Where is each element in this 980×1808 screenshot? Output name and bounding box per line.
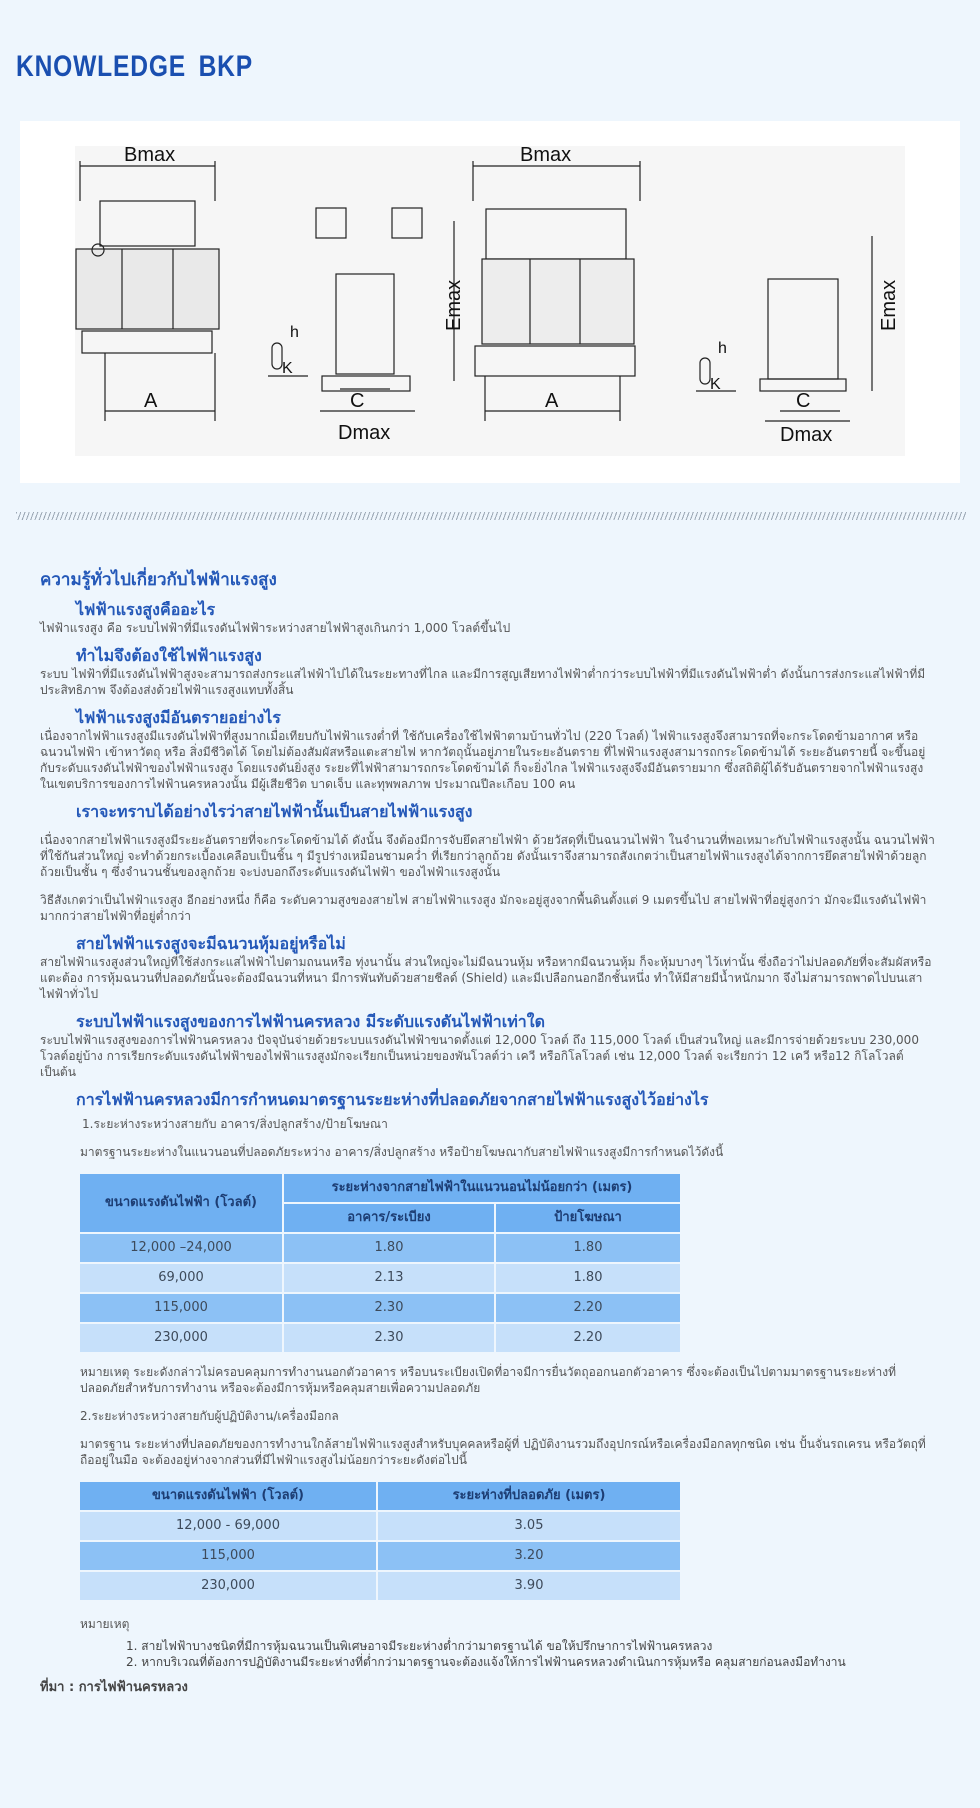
table-cell: 1.80 — [496, 1234, 680, 1262]
table-header: ระยะห่างจากสายไฟฟ้าในแนวนอนไม่น้อยกว่า (เมตร) — [284, 1174, 680, 1202]
section-voltage-levels — [40, 1014, 940, 1080]
table-cell: 2.20 — [496, 1294, 680, 1322]
table-header: อาคาร/ระเบียง — [284, 1204, 494, 1232]
list-item: 1. สายไฟฟ้าบางชนิดที่มีการหุ้มฉนวนเป็นพิเศษอาจมีระยะห่างต่ำกว่ามาตรฐานได้ ขอให้ปรึกษาการไฟฟ้านครหลวง — [126, 1639, 713, 1653]
section-body: ไฟฟ้าแรงสูง คือ ระบบไฟฟ้าที่มีแรงดันไฟฟ้าระหว่างสายไฟฟ้าสูงเกินกว่า 1,000 โวลต์ขึ้นไป — [40, 621, 511, 635]
table-cell: 3.90 — [378, 1572, 680, 1600]
section-heading: ระบบไฟฟ้าแรงสูงของการไฟฟ้านครหลวง มีระดับแรงดันไฟฟ้าเท่าใด — [76, 1012, 545, 1031]
table-row — [80, 1572, 680, 1600]
section-heading: การไฟฟ้านครหลวงมีการกำหนดมาตรฐานระยะห่างที่ปลอดภัยจากสายไฟฟ้าแรงสูงไว้อย่างไร — [76, 1090, 709, 1109]
dim-a-left: A — [144, 390, 158, 412]
transformer-dimension-figure — [20, 121, 960, 483]
section-body: ระบบไฟฟ้าแรงสูงของการไฟฟ้านครหลวง ปัจจุบันจ่ายด้วยระบบแรงดันไฟฟ้าขนาดตั้งแต่ 12,000 โวลต์ ถึง 115,000 โวลต์ เป็นส่วนใหญ่ และมีการจ่ายด้วยระบบ 230,000 โวลต์อยู่บ้าง การเรียกระดับแรงดันไฟฟ้าของไฟฟ้าแรงสูงมักจะเรียกเป็นหน่วยของพันโวลต์ว่า เควี หรือกิโลโวลต์ เช่น 12,000 โวลต์ จะเรียกว่า 12 เควี หรือ12 กิโลโวลต์ เป็นต้น — [40, 1033, 919, 1079]
table-row — [80, 1324, 680, 1352]
dim-k-right: K — [710, 376, 721, 393]
worker-distance-table — [78, 1480, 682, 1602]
table-cell: 115,000 — [80, 1542, 376, 1570]
article-title: ความรู้ทั่วไปเกี่ยวกับไฟฟ้าแรงสูง — [40, 570, 277, 590]
table-cell: 2.30 — [284, 1294, 494, 1322]
table-cell: 2.30 — [284, 1324, 494, 1352]
table-header: ขนาดแรงดันไฟฟ้า (โวลต์) — [80, 1174, 282, 1232]
dim-bmax-right: Bmax — [520, 144, 572, 166]
building-distance-table — [78, 1172, 682, 1354]
dim-a-right: A — [545, 390, 559, 412]
item2-title: 2.ระยะห่างระหว่างสายกับผู้ปฏิบัติงาน/เครื่องมือกล — [80, 1409, 339, 1423]
section-heading: เราจะทราบได้อย่างไรว่าสายไฟฟ้านั้นเป็นสายไฟฟ้าแรงสูง — [76, 802, 473, 821]
table-cell: 2.13 — [284, 1264, 494, 1292]
table-cell: 12,000 –24,000 — [80, 1234, 282, 1262]
article-content — [40, 572, 940, 1696]
section-danger — [40, 710, 940, 792]
section-heading: ไฟฟ้าแรงสูงคืออะไร — [76, 600, 216, 619]
dim-bmax-left: Bmax — [124, 144, 176, 166]
section-heading: ไฟฟ้าแรงสูงมีอันตรายอย่างไร — [76, 708, 281, 727]
note-label: หมายเหตุ — [80, 1617, 130, 1631]
site-logo[interactable]: KNOWLEDGE BKP — [16, 50, 253, 83]
section-body: สายไฟฟ้าแรงสูงส่วนใหญ่ที่ใช้ส่งกระแสไฟฟ้าไปตามถนนหรือ ทุ่งนานั้น ส่วนใหญ่จะไม่มีฉนวนหุ้ม หรือหากมีฉนวนหุ้ม ก็จะหุ้มบางๆ ไว้เท่านั้น ซึ่งถือว่าไม่ปลอดภัยที่จะสัมผัสหรือแตะต้อง การหุ้มฉนวนที่ปลอดภัยนั้นจะต้องมีฉนวนที่หนา มีการพันทับด้วยสายชีลด์ (Shield) และมีเปลือกนอกอีกชั้นหนึ่ง ทำให้มีสายมีน้ำหนักมาก จึงไม่สามารถพาดไปบนเสาไฟฟ้าทั่วไป — [40, 955, 932, 1001]
item1-note: หมายเหตุ ระยะดังกล่าวไม่ครอบคลุมการทำงานนอกตัวอาคาร หรือบนระเบียงเปิดที่อาจมีการยื่นวัตถุออกนอกตัวอาคาร ซึ่งจะต้องเป็นไปตามมาตรฐานระยะห่างที่ปลอดภัยสำหรับการทำงาน หรือจะต้องมีการหุ้มหรือคลุมสายเพื่อความปลอดภัย — [80, 1365, 897, 1395]
notes-list — [126, 1638, 940, 1670]
section-why — [40, 648, 940, 698]
section-identify — [40, 804, 940, 924]
item2-intro: มาตรฐาน ระยะห่างที่ปลอดภัยของการทำงานใกล้สายไฟฟ้าแรงสูงสำหรับบุคคลหรือผู้ที่ ปฏิบัติงานรวมถึงอุปกรณ์หรือเครื่องมือกลทุกชนิด เช่น ปั้นจั่นรถเครน หรือวัตถุที่ถืออยู่ในมือ จะต้องอยู่ห่างจากส่วนที่มีไฟฟ้าแรงสูงไม่น้อยกว่าระยะดังต่อไปนี้ — [80, 1437, 926, 1467]
item1-intro: มาตรฐานระยะห่างในแนวนอนที่ปลอดภัยระหว่าง อาคาร/สิ่งปลูกสร้าง หรือป้ายโฆษณากับสายไฟฟ้าแรงสูงมีการกำหนดไว้ดังนี้ — [80, 1145, 724, 1159]
table-row — [80, 1264, 680, 1292]
section-insulation — [40, 936, 940, 1002]
table-header: ขนาดแรงดันไฟฟ้า (โวลต์) — [80, 1482, 376, 1510]
section-body: เนื่องจากสายไฟฟ้าแรงสูงมีระยะอันตรายที่จะกระโดดข้ามได้ ดังนั้น จึงต้องมีการจับยึดสายไฟฟ้า ด้วยวัสดุที่เป็นฉนวนไฟฟ้า ในจำนวนที่พอเหมาะกับไฟฟ้าแรงสูงนั้น ฉนวนไฟฟ้าที่ใช้กันส่วนใหญ่ จะทำด้วยกระเบื้องเคลือบเป็นชิ้น ๆ มีรูปร่างเหมือนชามคว่ำ ที่เรียกว่าลูกถ้วย ดังนั้นเราจึงสามารถสังเกตว่าเป็นสายไฟฟ้าแรงสูงได้จากการยึดสายไฟฟ้าด้วยลูกถ้วยเป็นชั้น ๆ ซึ่งจำนวนชั้นของลูกถ้วย จะบ่งบอกถึงระดับแรงดันไฟฟ้า ของไฟฟ้าแรงสูงนั้น — [40, 833, 935, 879]
item1-title: 1.ระยะห่างระหว่างสายกับ อาคาร/สิ่งปลูกสร้าง/ป้ายโฆษณา — [82, 1117, 388, 1131]
table-row — [80, 1294, 680, 1322]
dim-dmax-left: Dmax — [338, 422, 391, 444]
table-cell: 3.05 — [378, 1512, 680, 1540]
dim-dmax-right: Dmax — [780, 424, 833, 446]
table-cell: 1.80 — [284, 1234, 494, 1262]
dim-c-right: C — [796, 390, 811, 412]
source-credit: ที่มา : การไฟฟ้านครหลวง — [40, 1680, 188, 1695]
dim-h-left: h — [290, 324, 299, 341]
dim-h-right: h — [718, 340, 727, 357]
dimension-drawing — [20, 121, 960, 483]
table-cell: 12,000 - 69,000 — [80, 1512, 376, 1540]
table-header: ป้ายโฆษณา — [496, 1204, 680, 1232]
hatched-divider — [16, 512, 966, 520]
dim-c-left: C — [350, 390, 365, 412]
table-row — [80, 1512, 680, 1540]
section-what-is — [40, 602, 940, 636]
section-standards — [40, 1092, 940, 1670]
list-item: 2. หากบริเวณที่ต้องการปฏิบัติงานมีระยะห่างที่ต่ำกว่ามาตรฐานจะต้องแจ้งให้การไฟฟ้านครหลวงดำเนินการหุ้มหรือ คลุมสายก่อนลงมือทำงาน — [126, 1655, 846, 1669]
table-row — [80, 1542, 680, 1570]
table-cell: 3.20 — [378, 1542, 680, 1570]
table-cell: 115,000 — [80, 1294, 282, 1322]
section-heading: ทำไมจึงต้องใช้ไฟฟ้าแรงสูง — [76, 646, 262, 665]
dim-emax-right: Emax — [878, 279, 900, 331]
dim-k-left: K — [282, 360, 293, 377]
section-body: เนื่องจากไฟฟ้าแรงสูงมีแรงดันไฟฟ้าที่สูงมากเมื่อเทียบกับไฟฟ้าแรงต่ำที่ ใช้กับเครื่องใช้ไฟฟ้าตามบ้านทั่วไป (220 โวลต์) ไฟฟ้าแรงสูงจึงสามารถที่จะกระโดดข้ามอากาศ หรือฉนวนไฟฟ้า เข้าหาวัตถุ หรือ สิ่งมีชีวิตได้ โดยไม่ต้องสัมผัสหรือแตะสายไฟ หากวัตถุนั้นอยู่ภายในระยะอันตราย ที่ไฟฟ้าแรงสูงสามารถกระโดดข้ามได้ ระยะอันตรายนี้ จะขึ้นอยู่กับระดับแรงดันไฟฟ้าของไฟฟ้าแรงสูง โดยแรงดันยิ่งสูง ระยะที่ไฟฟ้าสามารถกระโดดข้ามได้ ก็จะยิ่งไกล ไฟฟ้าแรงสูงจึงมีอันตรายมาก ซึ่งสถิติผู้ได้รับอันตรายจากไฟฟ้าแรงสูง ในเขตบริการของการไฟฟ้านครหลวงนั้น มีผู้เสียชีวิต บาดเจ็บ และทุพพลภาพ ประมาณปีละเกือบ 100 คน — [40, 729, 926, 791]
section-heading: สายไฟฟ้าแรงสูงจะมีฉนวนหุ้มอยู่หรือไม่ — [76, 934, 346, 953]
table-cell: 230,000 — [80, 1324, 282, 1352]
dim-emax-left: Emax — [443, 279, 465, 331]
table-cell: 2.20 — [496, 1324, 680, 1352]
section-body: ระบบ ไฟฟ้าที่มีแรงดันไฟฟ้าสูงจะสามารถส่งกระแสไฟฟ้าไปได้ในระยะทางที่ไกล และมีการสูญเสียทางไฟฟ้าต่ำกว่าระบบไฟฟ้าที่มีแรงดันไฟฟ้าต่ำ ดังนั้นการส่งกระแสไฟฟ้าที่มีประสิทธิภาพ จึงต้องส่งด้วยไฟฟ้าแรงสูงแทบทั้งสิ้น — [40, 667, 926, 697]
table-row — [80, 1234, 680, 1262]
table-cell: 69,000 — [80, 1264, 282, 1292]
table-cell: 230,000 — [80, 1572, 376, 1600]
table-header: ระยะห่างที่ปลอดภัย (เมตร) — [378, 1482, 680, 1510]
table-cell: 1.80 — [496, 1264, 680, 1292]
section-body-2: วิธีสังเกตว่าเป็นไฟฟ้าแรงสูง อีกอย่างหนึ่ง ก็คือ ระดับความสูงของสายไฟ สายไฟฟ้าแรงสูง มักจะอยู่สูงจากพื้นดินตั้งแต่ 9 เมตรขึ้นไป สายไฟฟ้าที่อยู่สูงกว่า มักจะมีแรงดันไฟฟ้ามากกว่าสายไฟฟ้าที่อยู่ต่ำกว่า — [40, 893, 927, 923]
